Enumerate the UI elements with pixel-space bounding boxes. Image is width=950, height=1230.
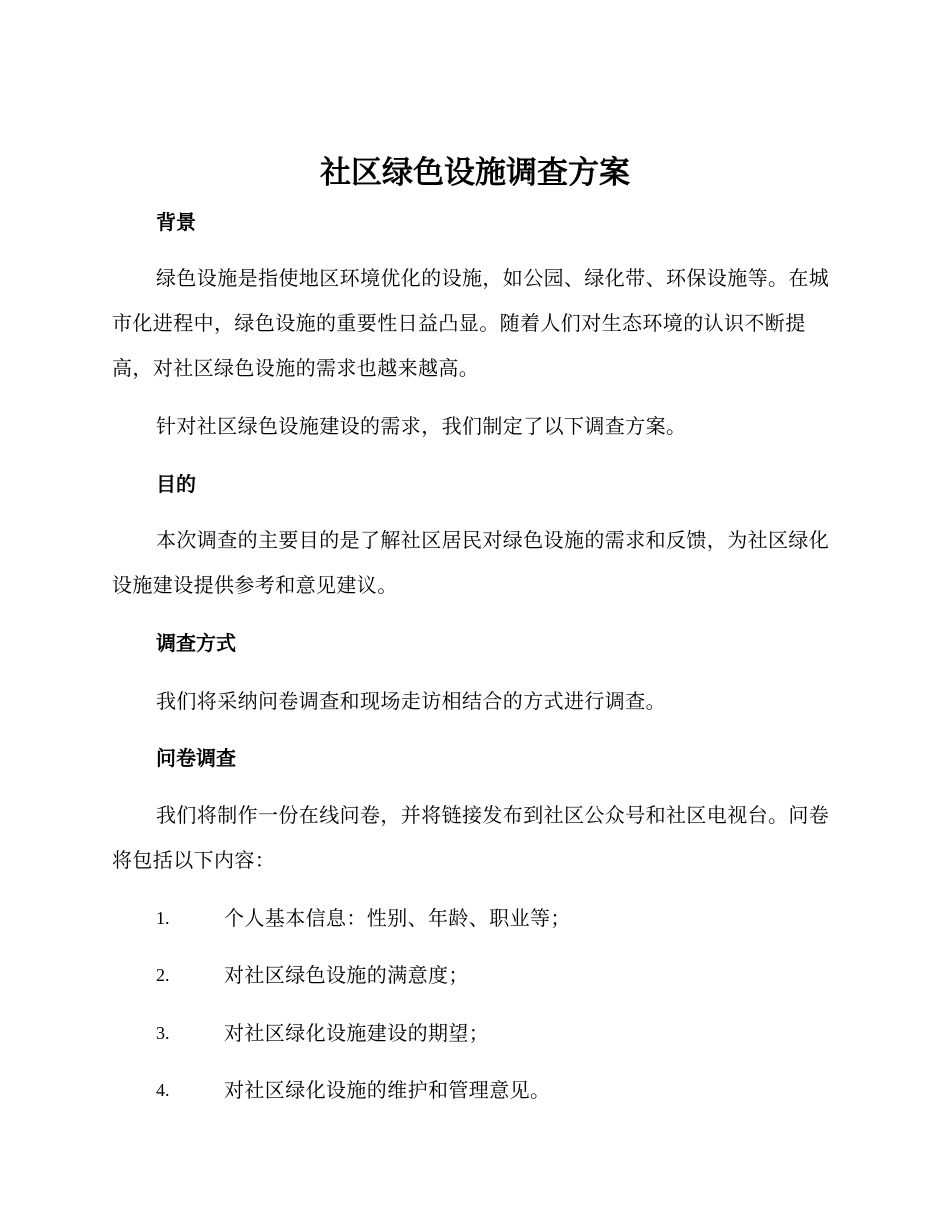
list-item-text: 个人基本信息：性别、年龄、职业等； [224, 906, 571, 930]
purpose-paragraph-1: 本次调查的主要目的是了解社区居民对绿色设施的需求和反馈，为社区绿化设施建设提供参考和意见建议。 [112, 528, 830, 597]
list-item [156, 903, 836, 933]
list-item-number: 3. [156, 1023, 170, 1043]
list-item-number: 2. [156, 965, 170, 985]
list-item-text: 对社区绿色设施的满意度； [224, 963, 469, 987]
background-paragraph-2: 针对社区绿色设施建设的需求，我们制定了以下调查方案。 [156, 414, 687, 438]
list-item-number: 4. [156, 1080, 170, 1100]
list-item [156, 1018, 836, 1048]
list-item [156, 1075, 836, 1105]
questionnaire-paragraph-1: 我们将制作一份在线问卷，并将链接发布到社区公众号和社区电视台。问卷将包括以下内容： [112, 803, 830, 872]
section-heading-questionnaire: 问卷调查 [156, 746, 236, 770]
section-heading-purpose: 目的 [156, 472, 196, 496]
list-item-text: 对社区绿化设施建设的期望； [224, 1021, 490, 1045]
section-heading-background: 背景 [156, 210, 196, 234]
background-paragraph-1: 绿色设施是指使地区环境优化的设施，如公园、绿化带、环保设施等。在城市化进程中，绿色设施的重要性日益凸显。随着人们对生态环境的认识不断提高，对社区绿色设施的需求也越来越高。 [112, 266, 830, 380]
list-item-text: 对社区绿化设施的维护和管理意见。 [224, 1078, 551, 1102]
list-item-number: 1. [156, 908, 170, 928]
document-title: 社区绿色设施调查方案 [320, 155, 630, 191]
section-heading-method: 调查方式 [156, 631, 236, 655]
list-item [156, 960, 836, 990]
method-paragraph-1: 我们将采纳问卷调查和现场走访相结合的方式进行调查。 [156, 689, 666, 713]
